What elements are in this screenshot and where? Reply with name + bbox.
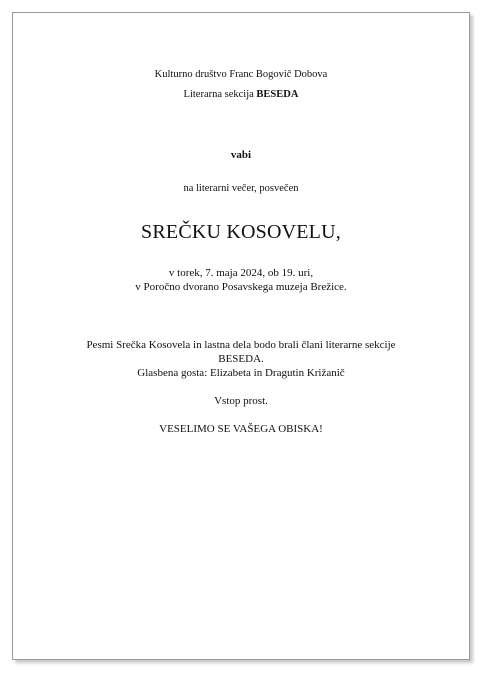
music-guests-line: Glasbena gosta: Elizabeta in Dragutin Križanič (137, 367, 345, 379)
event-intro: na literarni večer, posvečen (183, 183, 299, 194)
section-prefix: Literarna sekcija (183, 89, 257, 100)
closing-line: VESELIMO SE VAŠEGA OBISKA! (159, 423, 323, 435)
entry-note: Vstop prost. (214, 395, 268, 407)
organization-name: Kulturno društvo Franc Bogovič Dobova (154, 69, 328, 80)
section-line (13, 89, 469, 100)
program-line-1: Pesmi Srečka Kosovela in lastna dela bodo brali člani literarne sekcije (86, 339, 396, 351)
section-name: BESEDA (256, 89, 299, 100)
venue-line: v Poročno dvorano Posavskega muzeja Brežice. (135, 281, 347, 293)
invites-word: vabi (230, 149, 252, 161)
program-line-2: BESEDA. (218, 353, 264, 365)
document-page (12, 12, 470, 660)
date-line: v torek, 7. maja 2024, ob 19. uri, (168, 267, 314, 279)
honoree-title: SREČKU KOSOVELU, (141, 221, 341, 243)
